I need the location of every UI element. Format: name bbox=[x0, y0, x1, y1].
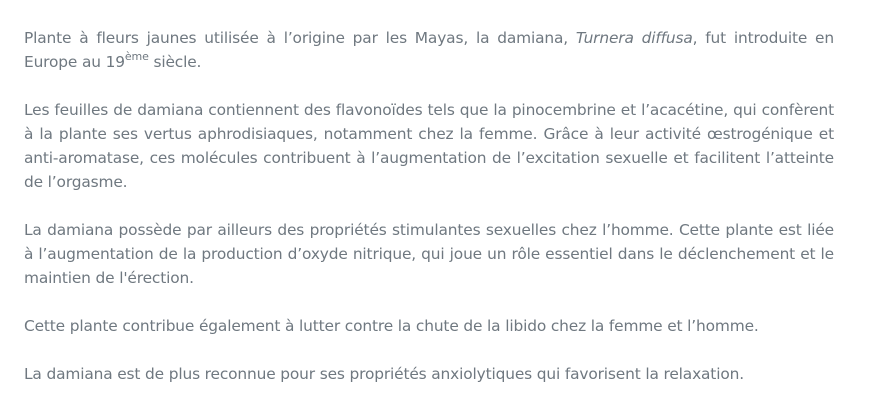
paragraph-anxiolytic: La damiana est de plus reconnue pour ses propriétés anxiolytiques qui favorisent la relaxation. bbox=[24, 365, 744, 383]
paragraph-flavonoids: Les feuilles de damiana contiennent des flavonoïdes tels que la pinocembrine et l’acacétine, qui confèrent à la plante ses vertus aphrodisiaques, notamment chez la femme. Grâce à leur activité œstrogénique et anti-aromatase, ces molécules contribuent à l’augmentation de l’excitation sexuelle et facilitent l’atteinte de l’orgasme. bbox=[24, 101, 834, 191]
intro-text-end: siècle. bbox=[148, 53, 202, 71]
article-body bbox=[24, 26, 834, 410]
paragraph-libido: Cette plante contribue également à lutter contre la chute de la libido chez la femme et l’homme. bbox=[24, 317, 759, 335]
intro-text-middle: , fut introduite en Europe au 19 bbox=[24, 29, 834, 71]
paragraph-intro bbox=[24, 26, 834, 74]
intro-text-start: Plante à fleurs jaunes utilisée à l’origine par les Mayas, la damiana, bbox=[24, 29, 576, 47]
paragraph-men: La damiana possède par ailleurs des propriétés stimulantes sexuelles chez l’homme. Cette plante est liée à l’augmentation de la production d’oxyde nitrique, qui joue un rôle essentiel dans le déclenchement et le maintien de l'érection. bbox=[24, 221, 834, 287]
species-name: Turnera diffusa bbox=[575, 29, 693, 47]
century-superscript: ème bbox=[124, 49, 149, 63]
